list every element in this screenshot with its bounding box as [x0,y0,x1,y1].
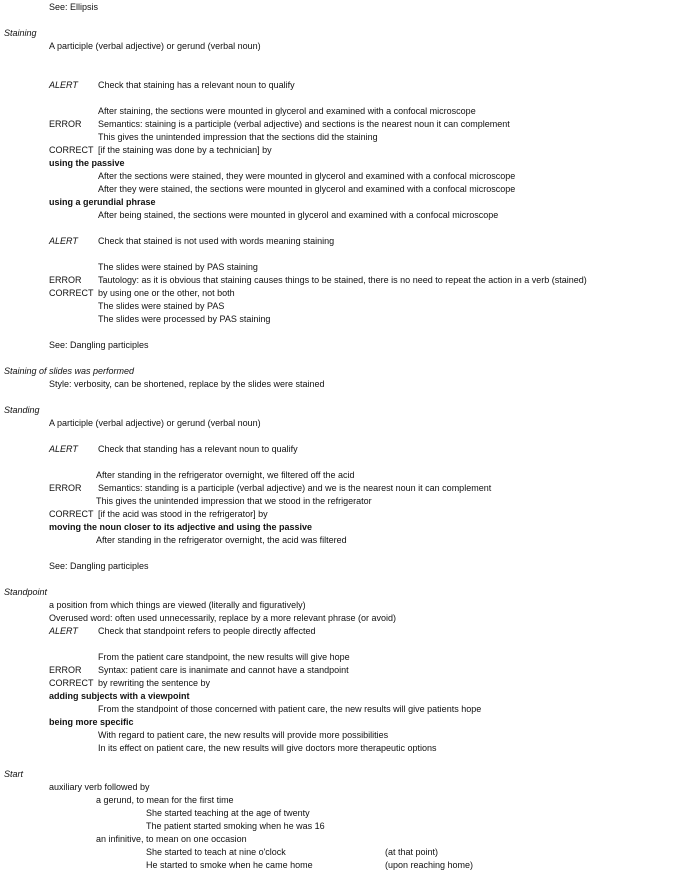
correct-text: by using one or the other, not both [98,288,235,298]
example-line: He started to smoke when he came home [146,860,313,870]
example-line: After they were stained, the sections were mounted in glycerol and examined with a confocal microscope [98,184,516,194]
correct-text: by rewriting the sentence by [98,678,211,688]
alert-text: Check that staining has a relevant noun to qualify [98,80,295,90]
entry-heading-staining: Staining [4,28,37,38]
correct-tag: CORRECT [49,145,94,155]
entry-heading-standpoint: Standpoint [4,587,48,597]
alert-tag: ALERT [49,444,78,454]
example-line: After standing in the refrigerator overnight, we filtered off the acid [96,470,355,480]
alert-text: Check that standpoint refers to people directly affected [98,626,316,636]
error-text: Syntax: patient care is inanimate and cannot have a standpoint [98,665,349,675]
definition-line: A participle (verbal adjective) or gerund (verbal noun) [49,418,261,428]
example-line: The patient started smoking when he was 16 [146,821,325,831]
error-text: Semantics: standing is a participle (verbal adjective) and we is the nearest noun it can complement [98,483,492,493]
definition-line: A participle (verbal adjective) or gerund (verbal noun) [49,41,261,51]
example-note: (upon reaching home) [385,860,474,870]
see-dangling-participles: See: Dangling participles [49,340,149,350]
alert-tag: ALERT [49,80,78,90]
method-line: moving the noun closer to its adjective and using the passive [49,522,313,532]
example-line: She started to teach at nine o'clock [146,847,286,857]
example-line: The slides were stained by PAS staining [98,262,258,272]
example-line: After the sections were stained, they were mounted in glycerol and examined with a confocal microscope [98,171,516,181]
alert-text: Check that stained is not used with words meaning staining [98,236,335,246]
explanation-line: This gives the unintended impression that we stood in the refrigerator [96,496,372,506]
method-line: using a gerundial phrase [49,197,156,207]
example-line: She started teaching at the age of twenty [146,808,310,818]
error-tag: ERROR [49,275,82,285]
entry-heading-standing: Standing [4,405,40,415]
error-text: Semantics: staining is a participle (verbal adjective) and sections is the nearest noun it can complement [98,119,510,129]
style-note: Style: verbosity, can be shortened, replace by the slides were stained [49,379,325,389]
method-line: adding subjects with a viewpoint [49,691,190,701]
entry-heading-staining-of-slides: Staining of slides was performed [4,366,135,376]
usage-line: an infinitive, to mean on one occasion [96,834,247,844]
correct-tag: CORRECT [49,288,94,298]
definition-line: auxiliary verb followed by [49,782,150,792]
example-line: After staining, the sections were mounted in glycerol and examined with a confocal microscope [98,106,476,116]
entry-heading-start: Start [4,769,24,779]
see-dangling-participles: See: Dangling participles [49,561,149,571]
example-line: In its effect on patient care, the new results will give doctors more therapeutic options [98,743,437,753]
usage-line: a gerund, to mean for the first time [96,795,234,805]
method-line: being more specific [49,717,134,727]
example-line: From the standpoint of those concerned with patient care, the new results will give patients hope [98,704,482,714]
example-note: (at that point) [385,847,439,857]
alert-tag: ALERT [49,626,78,636]
example-line: The slides were processed by PAS staining [98,314,271,324]
example-line: The slides were stained by PAS [98,301,225,311]
correct-text: [if the staining was done by a technician] by [98,145,272,155]
example-line: After being stained, the sections were mounted in glycerol and examined with a confocal microscope [98,210,499,220]
error-text: Tautology: as it is obvious that staining causes things to be stained, there is no need to repeat the action in a verb (stained) [98,275,587,285]
error-tag: ERROR [49,483,82,493]
correct-tag: CORRECT [49,678,94,688]
correct-text: [if the acid was stood in the refrigerator] by [98,509,268,519]
example-line: From the patient care standpoint, the new results will give hope [98,652,350,662]
alert-text: Check that standing has a relevant noun to qualify [98,444,298,454]
example-line: After standing in the refrigerator overnight, the acid was filtered [96,535,347,545]
method-line: using the passive [49,158,125,168]
example-line: With regard to patient care, the new results will provide more possibilities [98,730,389,740]
alert-tag: ALERT [49,236,78,246]
see-ellipsis: See: Ellipsis [49,2,99,12]
explanation-line: This gives the unintended impression that the sections did the staining [98,132,378,142]
correct-tag: CORRECT [49,509,94,519]
overused-note: Overused word: often used unnecessarily, replace by a more relevant phrase (or avoid) [49,613,397,623]
error-tag: ERROR [49,665,82,675]
definition-line: a position from which things are viewed (literally and figuratively) [49,600,306,610]
error-tag: ERROR [49,119,82,129]
